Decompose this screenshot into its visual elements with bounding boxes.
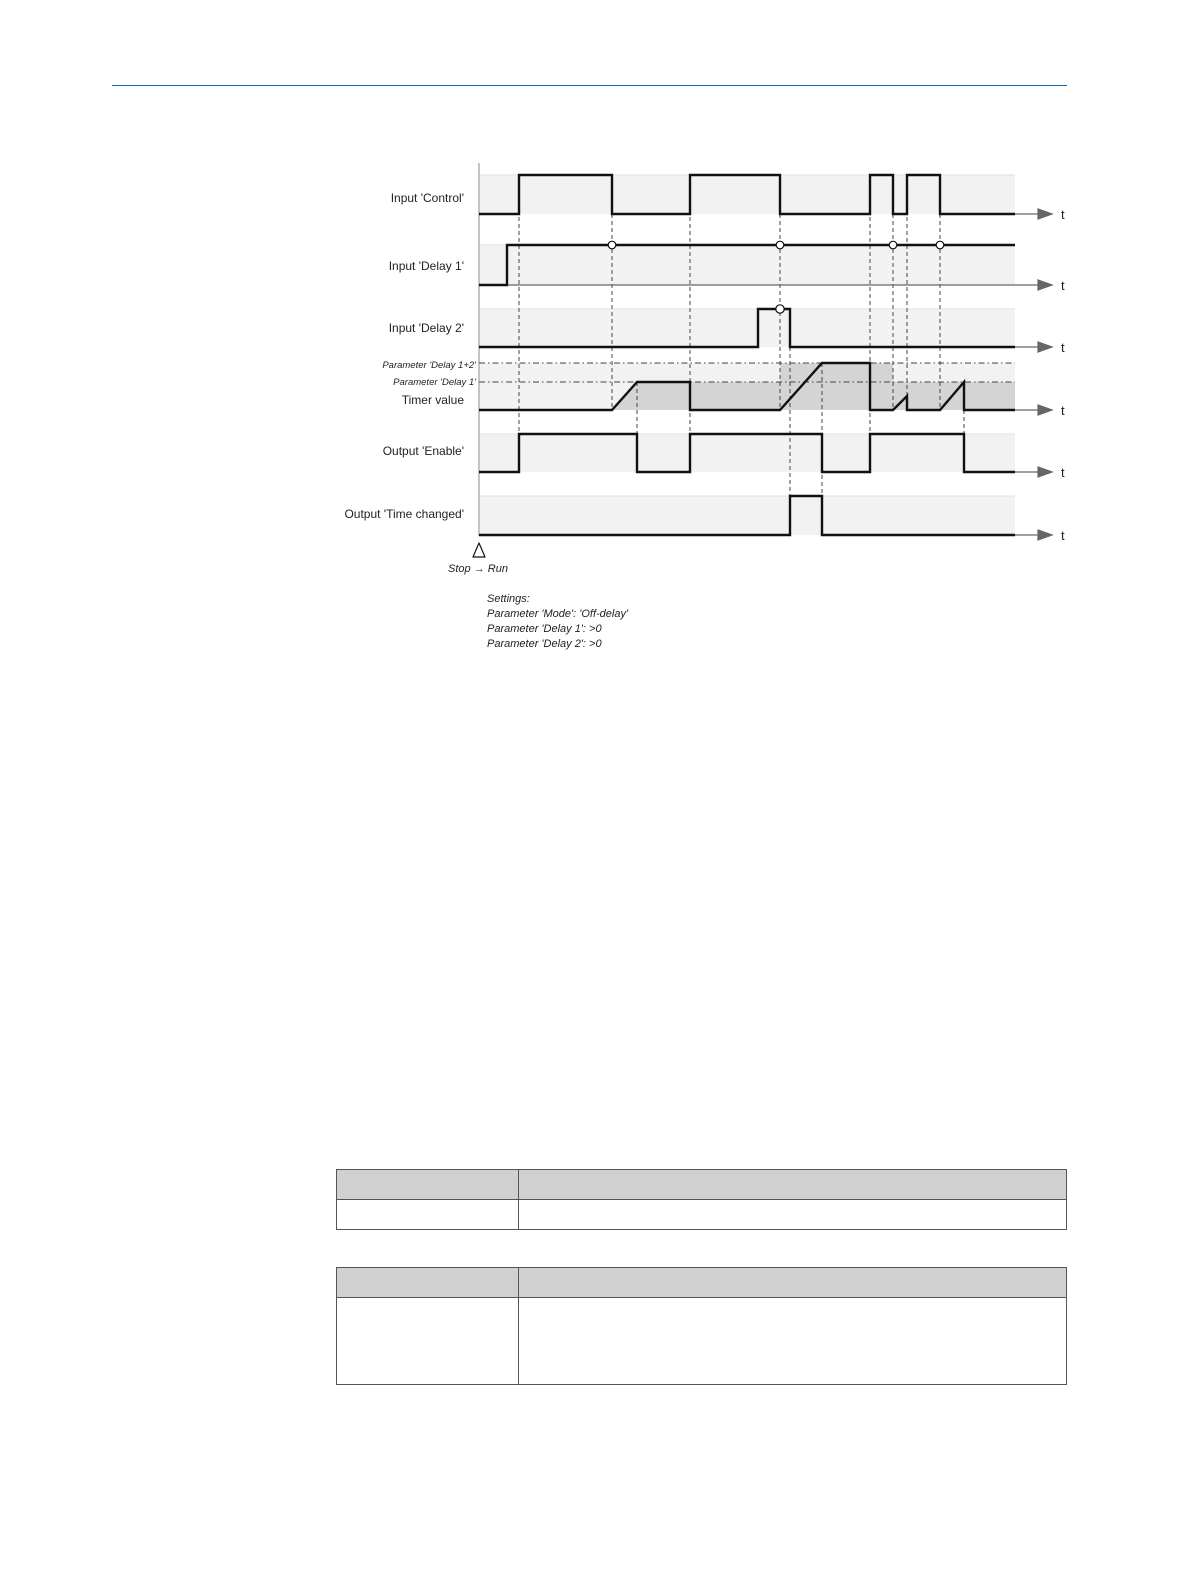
lane-backgrounds: [480, 175, 1015, 535]
table-header-cell: [337, 1170, 519, 1200]
lane-bg-delay1: [480, 245, 1015, 285]
edge-circle: [776, 241, 784, 249]
timer-area: [780, 363, 870, 410]
start-label: Stop → Run: [448, 563, 508, 575]
label-control: Input 'Control': [390, 191, 464, 205]
axis-t-label: t: [1061, 465, 1065, 480]
signal-labels: [344, 191, 477, 521]
arrowhead: [1038, 280, 1052, 290]
lane-bg-enable: [480, 434, 1015, 472]
axis-t-label: t: [1061, 278, 1065, 293]
table-header-row: [337, 1268, 1067, 1298]
table-1: [336, 1169, 1067, 1230]
table-header-row: [337, 1170, 1067, 1200]
lane-bg-time-changed: [480, 496, 1015, 535]
table-header-cell: [519, 1268, 1067, 1298]
label-param-delay12: Parameter 'Delay 1+2': [382, 360, 476, 371]
table-row: [337, 1298, 1067, 1385]
axis-t-label: t: [1061, 340, 1065, 355]
axis-t-label: t: [1061, 528, 1065, 543]
table-2: [336, 1267, 1067, 1385]
label-time-changed: Output 'Time changed': [344, 507, 464, 521]
axis-t-label: t: [1061, 403, 1065, 418]
arrowhead: [1038, 467, 1052, 477]
arrowhead: [1038, 342, 1052, 352]
edge-circle: [936, 241, 944, 249]
label-enable: Output 'Enable': [382, 444, 464, 458]
settings-heading: Settings:: [487, 593, 530, 605]
table-cell: [337, 1200, 519, 1230]
timer-area: [690, 382, 780, 410]
table-cell: [519, 1298, 1067, 1385]
label-delay1: Input 'Delay 1': [388, 259, 464, 273]
start-trigger-icon: [473, 543, 485, 557]
signal-waveforms: [479, 175, 1015, 535]
table-row: [337, 1200, 1067, 1230]
edge-circle: [889, 241, 897, 249]
settings-note: [487, 592, 628, 652]
table-cell: [519, 1200, 1067, 1230]
settings-mode: Parameter 'Mode': 'Off-delay': [487, 608, 629, 620]
axis-t-label: t: [1061, 207, 1065, 222]
axis-labels: [1061, 207, 1065, 543]
arrowhead: [1038, 530, 1052, 540]
table-header-cell: [519, 1170, 1067, 1200]
edge-circle: [608, 241, 616, 249]
table-header-cell: [337, 1268, 519, 1298]
arrowhead: [1038, 209, 1052, 219]
table-cell: [337, 1298, 519, 1385]
label-timer: Timer value: [401, 393, 464, 407]
settings-delay2: Parameter 'Delay 2': >0: [487, 638, 602, 650]
label-param-delay1: Parameter 'Delay 1': [393, 377, 476, 388]
label-delay2: Input 'Delay 2': [388, 321, 464, 335]
settings-delay1: Parameter 'Delay 1': >0: [487, 623, 602, 635]
arrowhead: [1038, 405, 1052, 415]
timer-area: [893, 382, 1015, 410]
timer-area: [870, 363, 893, 410]
lane-bg-delay2: [480, 309, 1015, 347]
edge-circle: [776, 305, 784, 313]
lane-bg-control: [480, 175, 1015, 214]
